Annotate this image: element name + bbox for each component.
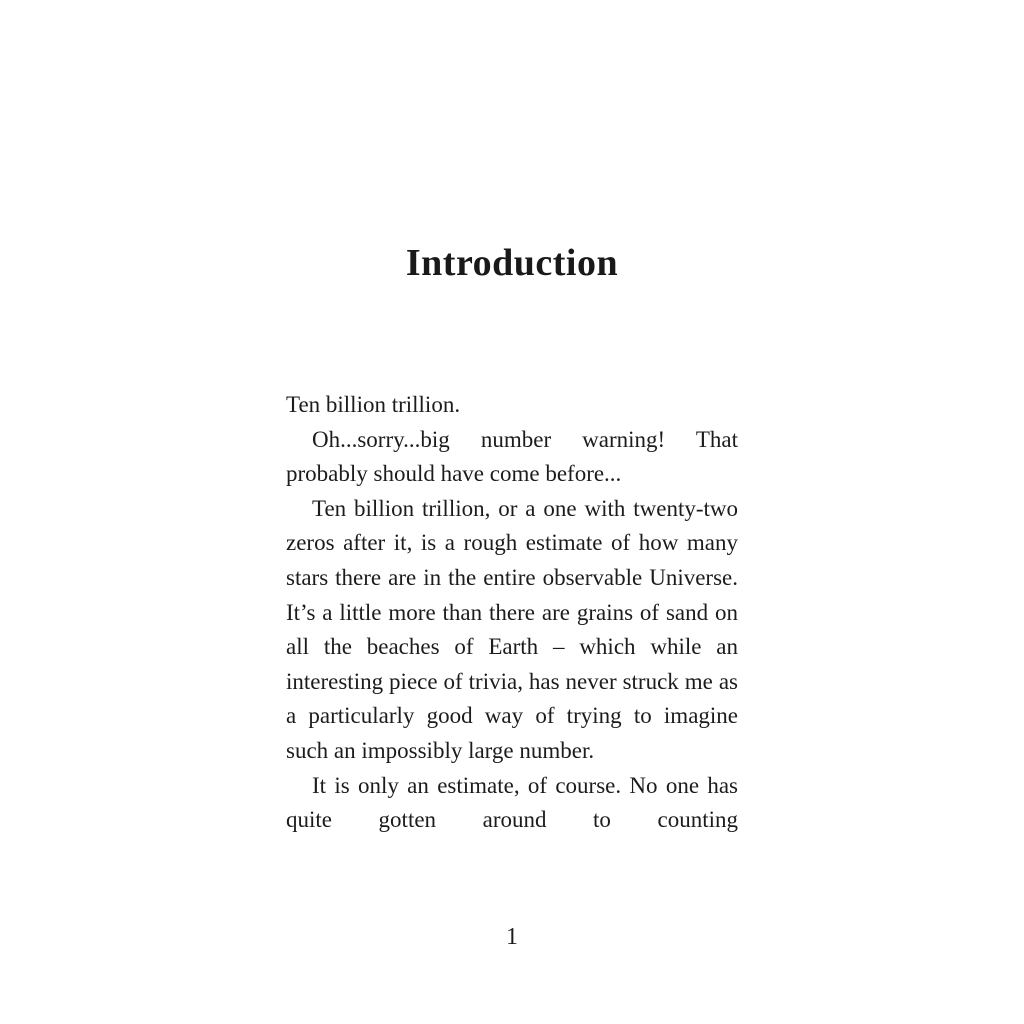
body-text <box>286 388 738 838</box>
chapter-title: Introduction <box>405 242 619 284</box>
paragraph-3: Ten billion trillion, or a one with twenty-two zeros after it, is a rough estimate of how many stars there are in the entire observable Universe. It’s a little more than there are grains of sand on all the beaches of Earth – which while an interesting piece of trivia, has never struck me as a particularly good way of trying to imagine such an impossibly large number. <box>286 495 738 763</box>
paragraph-2: Oh...sorry...big number warning! That probably should have come before... <box>286 426 738 487</box>
page-number: 1 <box>506 924 518 950</box>
paragraph-4: It is only an estimate, of course. No one has quite gotten around to counting <box>286 772 738 833</box>
paragraph-1: Ten billion trillion. <box>286 392 461 417</box>
